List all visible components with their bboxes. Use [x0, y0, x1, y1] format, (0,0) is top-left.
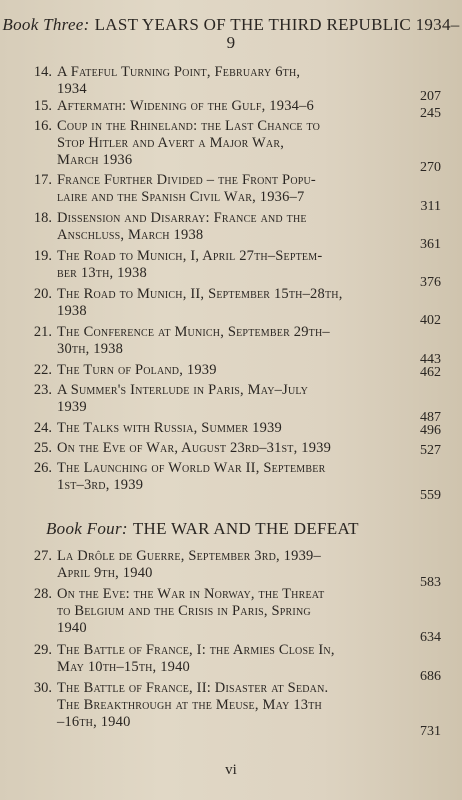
chapter-number: 24. — [33, 420, 52, 436]
book-four-heading — [46, 520, 426, 538]
chapter-number: 22. — [33, 362, 52, 378]
page-reference: 402 — [420, 313, 441, 328]
chapter-title: The Road to Munich, I, April 27th–Septem- ber 13th, 1938 — [57, 248, 323, 281]
chapter-title: On the Eve: the War in Norway, the Threat to Belgium and the Crisis in Paris, Spring 1940 — [57, 586, 325, 636]
page-reference: 361 — [420, 237, 441, 252]
page-reference: 462 — [420, 365, 441, 380]
page-reference: 686 — [420, 669, 441, 684]
page-reference: 731 — [420, 724, 441, 739]
chapter-number: 27. — [33, 548, 52, 564]
book-three-label: Book Three: — [2, 15, 90, 34]
chapter-number: 30. — [33, 680, 52, 696]
book-four-title: THE WAR AND THE DEFEAT — [132, 519, 359, 538]
chapter-title: The Battle of France, II: Disaster at Sedan. The Breakthrough at the Meuse, May 13th –16th, 1940 — [57, 680, 329, 730]
chapter-title: The Battle of France, I: the Armies Close In, May 10th–15th, 1940 — [57, 642, 335, 675]
chapter-number: 29. — [33, 642, 52, 658]
chapter-number: 18. — [33, 210, 52, 226]
chapter-title: France Further Divided – the Front Popu- laire and the Spanish Civil War, 1936–7 — [57, 172, 316, 205]
chapter-number: 21. — [33, 324, 52, 340]
chapter-title: The Launching of World War II, September 1st–3rd, 1939 — [57, 460, 326, 493]
chapter-number: 15. — [33, 98, 52, 114]
chapter-number: 17. — [33, 172, 52, 188]
chapter-title: The Conference at Munich, September 29th– 30th, 1938 — [57, 324, 330, 357]
book-four-label: Book Four: — [46, 519, 128, 538]
chapter-title: Coup in the Rhineland: the Last Chance to Stop Hitler and Avert a Major War, March 1936 — [57, 118, 321, 168]
page-reference: 376 — [420, 275, 441, 290]
chapter-number: 19. — [33, 248, 52, 264]
chapter-number: 16. — [33, 118, 52, 134]
page-reference: 443 — [420, 352, 441, 367]
chapter-title: Dissension and Disarray: France and the Anschluss, March 1938 — [57, 210, 307, 243]
page-reference: 207 — [420, 89, 441, 104]
page-reference: 311 — [420, 199, 441, 214]
chapter-title: A Summer's Interlude in Paris, May–July 1939 — [57, 382, 309, 415]
page-reference: 634 — [420, 630, 441, 645]
page-reference: 245 — [420, 106, 441, 121]
book-three-heading — [0, 16, 462, 52]
chapter-title: A Fateful Turning Point, February 6th, 1934 — [57, 64, 301, 97]
page-reference: 559 — [420, 488, 441, 503]
chapter-title: La Drôle de Guerre, September 3rd, 1939– April 9th, 1940 — [57, 548, 321, 581]
chapter-number: 14. — [33, 64, 52, 80]
chapter-number: 25. — [33, 440, 52, 456]
page-reference: 496 — [420, 423, 441, 438]
chapter-number: 20. — [33, 286, 52, 302]
page-reference: 583 — [420, 575, 441, 590]
book-three-title: LAST YEARS OF THE THIRD REPUBLIC 1934–9 — [94, 15, 460, 52]
chapter-title: The Road to Munich, II, September 15th–28th, 1938 — [57, 286, 343, 319]
chapter-title: Aftermath: Widening of the Gulf, 1934–6 — [57, 98, 314, 114]
chapter-number: 26. — [33, 460, 52, 476]
page-reference: 270 — [420, 160, 441, 175]
chapter-title: The Turn of Poland, 1939 — [57, 362, 217, 378]
page-reference: 487 — [420, 410, 441, 425]
page-number: vi — [225, 762, 237, 778]
page-reference: 527 — [420, 443, 441, 458]
chapter-title: On the Eve of War, August 23rd–31st, 1939 — [57, 440, 332, 456]
chapter-title: The Talks with Russia, Summer 1939 — [57, 420, 282, 436]
chapter-number: 28. — [33, 586, 52, 602]
chapter-number: 23. — [33, 382, 52, 398]
